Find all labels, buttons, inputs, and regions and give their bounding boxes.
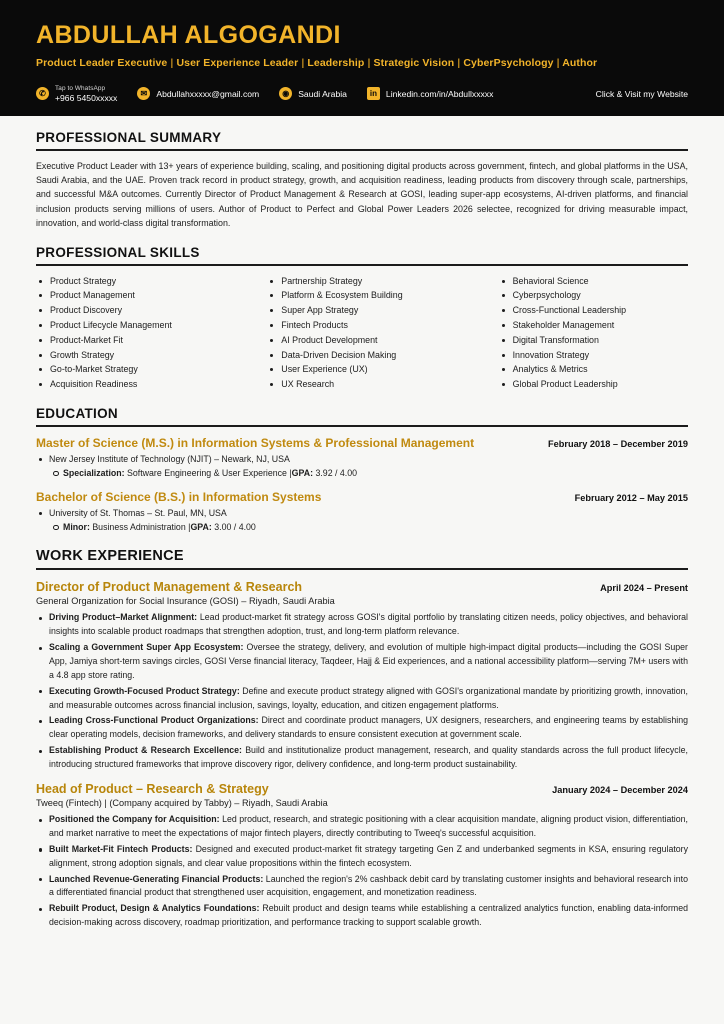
education-detail-text: Business Administration | (89, 522, 191, 533)
work-company: General Organization for Social Insurance (GOSI) – Riyadh, Saudi Arabia (36, 596, 335, 607)
work-bullet-text: Launched the region's 2% cashback debit card by translating customer insights and behavioral research into a differentiated financial product that strengthened user acquisition, engagement, and monetization readiness. (49, 873, 688, 898)
skill-item: Digital Transformation (499, 333, 678, 348)
work-bullet-text: Rebuilt product and design teams while establishing a centralized analytics function, enabling data-informed decision-making across discovery, roadmap prioritization, and performance tracking to support scalable growth. (49, 903, 688, 928)
work-bullet-lead: Establishing Product & Research Excellence: (49, 745, 242, 756)
section-work-experience (36, 548, 688, 930)
skill-item: Cyberpsychology (499, 288, 678, 303)
skills-column-1 (36, 274, 253, 392)
skill-item: Product Management (36, 288, 243, 303)
tagline-part-2: Leadership (307, 56, 365, 69)
skill-item: Innovation Strategy (499, 348, 678, 363)
work-title: WORK EXPERIENCE (36, 548, 184, 565)
work-company: Tweeq (Fintech) | (Company acquired by Tabby) – Riyadh, Saudi Arabia (36, 798, 328, 809)
work-date: January 2024 – December 2024 (552, 785, 688, 796)
education-detail (50, 520, 688, 534)
location-label: Saudi Arabia (298, 88, 347, 99)
tagline-part-0: Product Leader Executive (36, 56, 168, 69)
skill-item: User Experience (UX) (267, 362, 460, 377)
work-bullet-text: Designed and executed product-market fit strategy targeting Gen Z and underbanked segments in KSA, ensuring regulatory alignment, strong adoption signals, and clear value propositions within the fintech ecosystem. (49, 843, 689, 868)
tagline-part-3: Strategic Vision (373, 56, 455, 69)
work-bullet-lead: Executing Growth-Focused Product Strategy: (49, 685, 240, 696)
work-bullet-lead: Scaling a Government Super App Ecosystem: (49, 642, 244, 653)
skill-item: Product-Market Fit (36, 333, 243, 348)
whatsapp-number: +966 5450xxxxx (55, 92, 118, 103)
education-title: EDUCATION (36, 405, 118, 421)
skill-item: Platform & Ecosystem Building (267, 288, 460, 303)
work-bullet (36, 902, 688, 930)
work-bullet-lead: Launched Revenue-Generating Financial Products: (49, 873, 264, 884)
linkedin-icon: in (367, 87, 380, 100)
work-bullet-text: Define and execute product strategy aligned with GOSI's organizational mandate by prioritizing growth, innovation, and measurable outcomes across financial inclusion, savings, loyalty, education, and citizen engagement platforms. (49, 685, 688, 710)
work-bullet-lead: Rebuilt Product, Design & Analytics Foundations: (49, 903, 260, 914)
contact-whatsapp[interactable] (36, 85, 117, 103)
resume-header (0, 0, 724, 116)
education-divider (36, 425, 688, 427)
website-link[interactable]: Click & Visit my Website (595, 88, 688, 99)
whatsapp-icon: ✆ (36, 87, 49, 100)
work-bullet-lead: Driving Product–Market Alignment: (49, 612, 198, 623)
tagline-part-1: User Experience Leader (176, 56, 299, 69)
skill-item: Partnership Strategy (267, 274, 460, 289)
education-detail-label: Specialization: (63, 468, 125, 479)
education-school: New Jersey Institute of Technology (NJIT) – Newark, NJ, USA (36, 453, 688, 467)
skill-item: Cross-Functional Leadership (499, 303, 678, 318)
linkedin-url: Linkedin.com/in/Abdullxxxxx (385, 88, 494, 99)
work-bullet-text: Led product, research, and strategic positioning with a clear acquisition mandate, aligning product vision, differentiation, and market narrative to meet the expectations of major fintech players, directly contributing to Tweeq's successful acquisition. (49, 814, 688, 838)
education-school: University of St. Thomas – St. Paul, MN, USA (36, 507, 688, 521)
section-education (36, 406, 688, 534)
work-bullet (36, 685, 688, 713)
skill-item: Acquisition Readiness (36, 377, 243, 392)
tagline-part-5: Author (562, 56, 598, 69)
skill-item: Growth Strategy (36, 348, 243, 363)
skill-item: UX Research (267, 377, 460, 392)
resume-body (0, 130, 724, 949)
contact-bar (36, 85, 688, 116)
skills-title: PROFESSIONAL SKILLS (36, 244, 200, 260)
skill-item: Super App Strategy (267, 303, 460, 318)
education-date: February 2018 – December 2019 (548, 438, 688, 449)
skill-item: Go-to-Market Strategy (36, 362, 243, 377)
email-address: Abdullahxxxxx@gmail.com (156, 88, 260, 99)
education-entry (36, 436, 688, 481)
skills-divider (36, 264, 688, 266)
skills-column-3 (471, 274, 688, 392)
education-entry (36, 490, 688, 535)
work-bullet (36, 873, 688, 901)
section-professional-skills (36, 245, 688, 392)
work-bullet-text: Build and institutionalize product management, research, and quality standards across the full product lifecycle, introducing structured frameworks that improve discovery rigor, delivery confidence, and long-term product sustainability. (49, 745, 688, 770)
tagline-part-4: CyberPsychology (463, 56, 554, 69)
skill-item: Global Product Leadership (499, 377, 678, 392)
education-gpa-label: GPA: (291, 468, 314, 479)
work-bullet-lead: Leading Cross-Functional Product Organizations: (49, 715, 259, 726)
work-bullet (36, 843, 688, 871)
summary-title: PROFESSIONAL SUMMARY (36, 129, 222, 145)
work-bullet (36, 813, 688, 841)
candidate-tagline: Product Leader Executive | User Experience Leader | Leadership | Strategic Vision | CyberPsychology | Author (36, 56, 598, 69)
education-degree: Master of Science (M.S.) in Information Systems & Professional Management (36, 435, 475, 450)
education-date: February 2012 – May 2015 (574, 492, 688, 503)
skill-item: Analytics & Metrics (499, 362, 678, 377)
education-detail-text: Software Engineering & User Experience | (124, 468, 292, 479)
skill-item: Product Strategy (36, 274, 243, 289)
education-detail (50, 466, 688, 480)
education-gpa-value: 3.92 / 4.00 (313, 468, 358, 479)
work-role: Head of Product – Research & Strategy (36, 782, 269, 797)
skill-item: Fintech Products (267, 318, 460, 333)
contact-email[interactable] (137, 87, 259, 100)
skill-item: Product Lifecycle Management (36, 318, 243, 333)
education-gpa-value: 3.00 / 4.00 (211, 522, 256, 533)
work-bullet-text: Lead product-market fit strategy across GOSI's digital portfolio by translating citizen needs, policy objectives, and behavioral insights into scalable product roadmaps that strengthen adoption, trust, and long-term platform relevance. (49, 612, 688, 637)
work-bullet (36, 714, 688, 742)
contact-location (279, 87, 347, 100)
education-detail-label: Minor: (63, 522, 90, 533)
skill-item: AI Product Development (267, 333, 460, 348)
work-divider (36, 568, 688, 570)
work-date: April 2024 – Present (600, 583, 688, 594)
work-bullet-text: Direct and coordinate product managers, UX designers, researchers, and engineering teams by establishing clear operating models, decision frameworks, and delivery standards to ensure consistent execution at government scale. (49, 715, 688, 740)
work-bullet-text: Oversee the strategy, delivery, and evolution of multiple high-impact digital products—including the GOSI Super App, Jamiya short-term savings circles, GOSI Verse financial literacy, Taqdeer, Hajj & Eid experiences, and a national accessibility platform—serving 7M+ users with a 4.8 app store rating. (49, 642, 688, 680)
skills-column-2 (253, 274, 470, 392)
contact-linkedin[interactable] (367, 87, 493, 100)
skill-item: Behavioral Science (499, 274, 678, 289)
whatsapp-hint: Tap to WhatsApp (55, 84, 106, 92)
work-bullet (36, 744, 688, 772)
summary-text: Executive Product Leader with 13+ years of experience building, scaling, and positioning digital products across government, fintech, and global platforms in the USA, Saudi Arabia, and the UAE. Proven track record in product strategy, growth, and acquisition readiness, leading products from discovery through scale, partnerships, and successful M&A outcomes. Currently Director of Product Management & Research at GOSI, leading super-app ecosystems, AI-driven platforms, and financial inclusion products serving millions of users. Author of Product to Perfect and Global Power Leaders 2026 selectee, recognized for driving measurable impact, innovation, and world-class digital transformation. (36, 160, 688, 229)
work-bullet (36, 611, 688, 639)
work-role: Director of Product Management & Research (36, 580, 303, 595)
work-bullet-lead: Built Market-Fit Fintech Products: (49, 843, 193, 854)
skill-item: Stakeholder Management (499, 318, 678, 333)
section-professional-summary (36, 130, 688, 231)
education-degree: Bachelor of Science (B.S.) in Information Systems (36, 489, 322, 504)
candidate-name: ABDULLAH ALGOGANDI (36, 21, 341, 49)
work-bullet-lead: Positioned the Company for Acquisition: (49, 814, 220, 825)
location-icon: ◉ (279, 87, 292, 100)
skill-item: Data-Driven Decision Making (267, 348, 460, 363)
skill-item: Product Discovery (36, 303, 243, 318)
work-entry (36, 782, 688, 930)
work-entry (36, 580, 688, 772)
work-bullet (36, 641, 688, 683)
email-icon: ✉ (137, 87, 150, 100)
education-gpa-label: GPA: (190, 522, 212, 533)
summary-divider (36, 149, 688, 151)
